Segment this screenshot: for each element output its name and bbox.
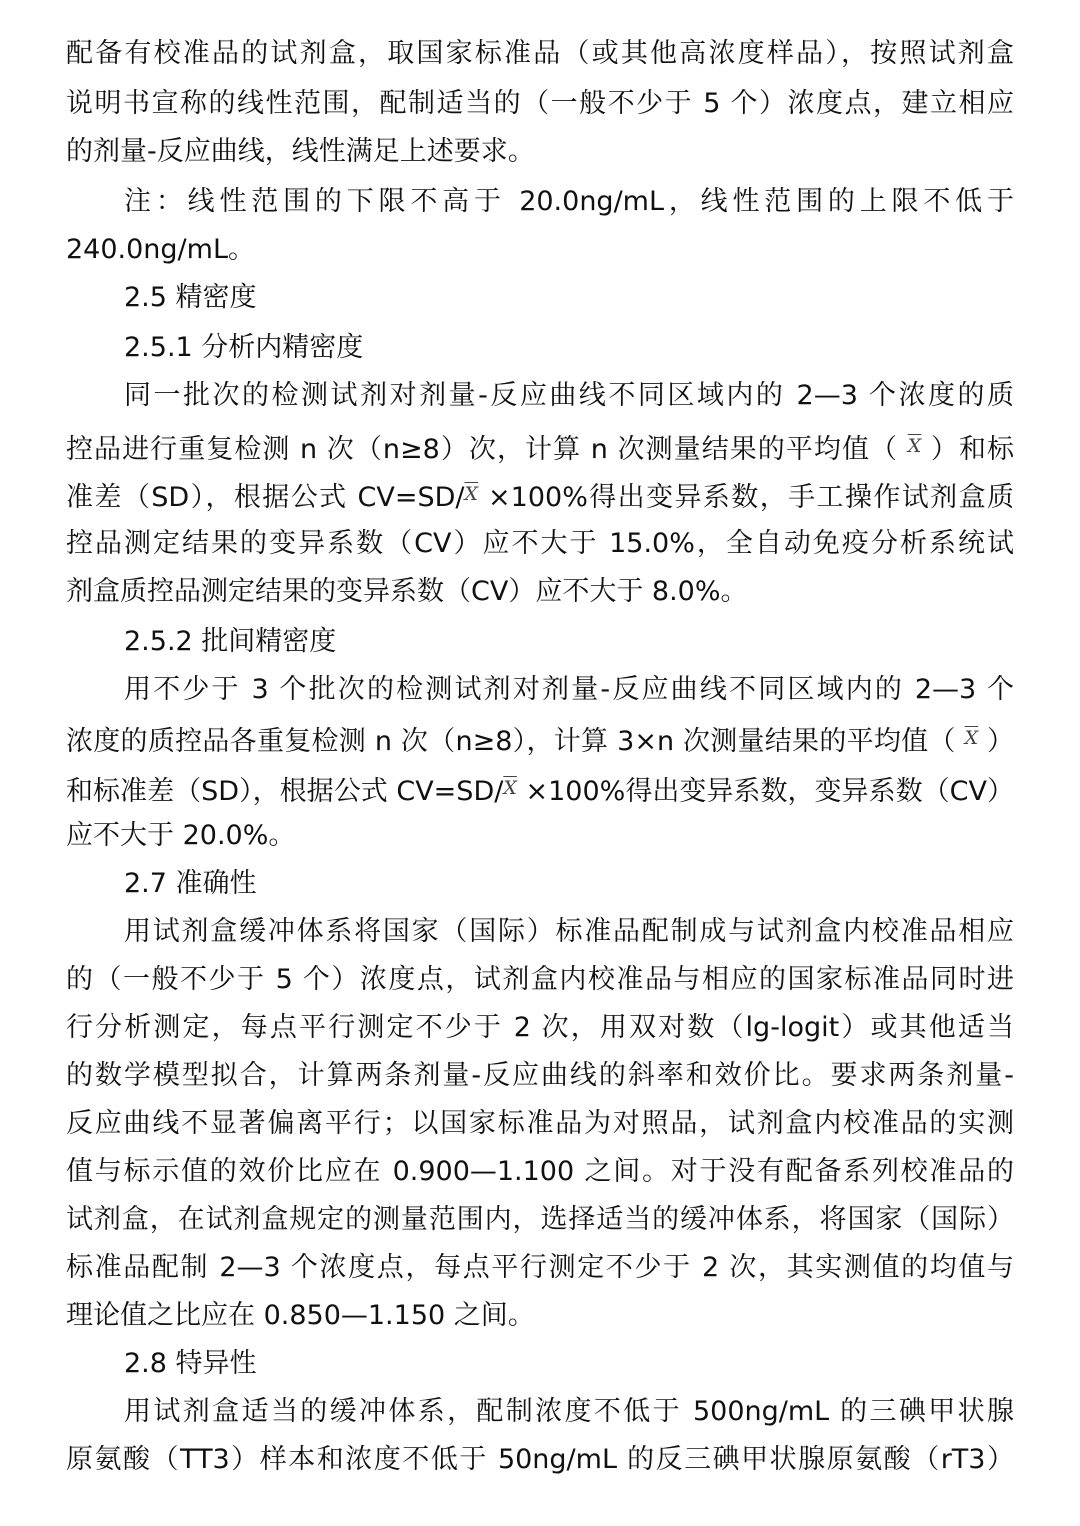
text-line: 理论值之比应在 0.850—1.150 之间。	[66, 1300, 535, 1331]
text-line: 原氨酸（TT3）样本和浓度不低于 50ng/mL 的反三碘甲状腺原氨酸（rT3）	[66, 1444, 1014, 1475]
mean-symbol: X	[964, 727, 979, 749]
note-line: 注：线性范围的下限不高于 20.0ng/mL，线性范围的上限不低于	[124, 186, 1014, 217]
text-line: 240.0ng/mL。	[66, 234, 255, 265]
text-line: 用不少于 3 个批次的检测试剂对剂量-反应曲线不同区域内的 2—3 个	[124, 674, 1014, 705]
mean-symbol: X	[503, 777, 517, 799]
text-segment: 和标准差（SD），根据公式 CV=SD/	[66, 776, 504, 807]
text-segment: ×100%得出变异系数，变异系数（CV）	[525, 776, 1014, 807]
text-line: 用试剂盒缓冲体系将国家（国际）标准品配制成与试剂盒内校准品相应	[124, 916, 1014, 947]
text-line: 应不大于 20.0%。	[66, 820, 296, 851]
text-line: 反应曲线不显著偏离平行；以国家标准品为对照品，试剂盒内校准品的实测	[66, 1108, 1014, 1139]
subsection-heading: 2.5.1 分析内精密度	[124, 332, 364, 363]
text-line	[66, 766, 1014, 810]
text-line: 值与标示值的效价比应在 0.900—1.100 之间。对于没有配备系列校准品的	[66, 1156, 1014, 1187]
text-segment: 浓度的质控品各重复检测 n 次（n≥8），计算 3×n 次测量结果的平均值（	[66, 726, 956, 757]
subsection-heading: 2.5.2 批间精密度	[124, 626, 337, 657]
mean-symbol: X	[464, 483, 479, 505]
section-heading: 2.5 精密度	[124, 282, 257, 313]
text-line	[66, 472, 1014, 516]
section-heading: 2.7 准确性	[124, 868, 257, 899]
text-line: 的剂量-反应曲线，线性满足上述要求。	[66, 136, 535, 167]
text-line: 控品测定结果的变异系数（CV）应不大于 15.0%，全自动免疫分析系统试	[66, 528, 1014, 559]
text-segment: 准差（SD），根据公式 CV=SD/	[66, 482, 465, 513]
text-line: 说明书宣称的线性范围，配制适当的（一般不少于 5 个）浓度点，建立相应	[66, 88, 1014, 119]
text-segment: ）和标	[930, 434, 1014, 465]
text-line	[66, 424, 1014, 468]
text-line: 的（一般不少于 5 个）浓度点，试剂盒内校准品与相应的国家标准品同时进	[66, 964, 1014, 995]
text-line: 剂盒质控品测定结果的变异系数（CV）应不大于 8.0%。	[66, 576, 748, 607]
text-line: 同一批次的检测试剂对剂量-反应曲线不同区域内的 2—3 个浓度的质	[124, 380, 1014, 411]
text-line: 试剂盒，在试剂盒规定的测量范围内，选择适当的缓冲体系，将国家（国际）	[66, 1204, 1014, 1235]
text-line: 配备有校准品的试剂盒，取国家标准品（或其他高浓度样品），按照试剂盒	[66, 38, 1014, 69]
text-segment: ×100%得出变异系数，手工操作试剂盒质	[488, 482, 1014, 513]
text-line: 标准品配制 2—3 个浓度点，每点平行测定不少于 2 次，其实测值的均值与	[66, 1252, 1014, 1283]
text-line: 的数学模型拟合，计算两条剂量-反应曲线的斜率和效价比。要求两条剂量-	[66, 1060, 1014, 1091]
text-line: 行分析测定，每点平行测定不少于 2 次，用双对数（lg-logit）或其他适当	[66, 1012, 1014, 1043]
text-line: 用试剂盒适当的缓冲体系，配制浓度不低于 500ng/mL 的三碘甲状腺	[124, 1396, 1014, 1427]
text-segment: 控品进行重复检测 n 次（n≥8）次，计算 n 次测量结果的平均值（	[66, 434, 899, 465]
text-line	[66, 716, 1014, 760]
section-heading: 2.8 特异性	[124, 1348, 257, 1379]
text-segment: ）	[987, 726, 1014, 757]
mean-symbol: X	[907, 435, 922, 457]
